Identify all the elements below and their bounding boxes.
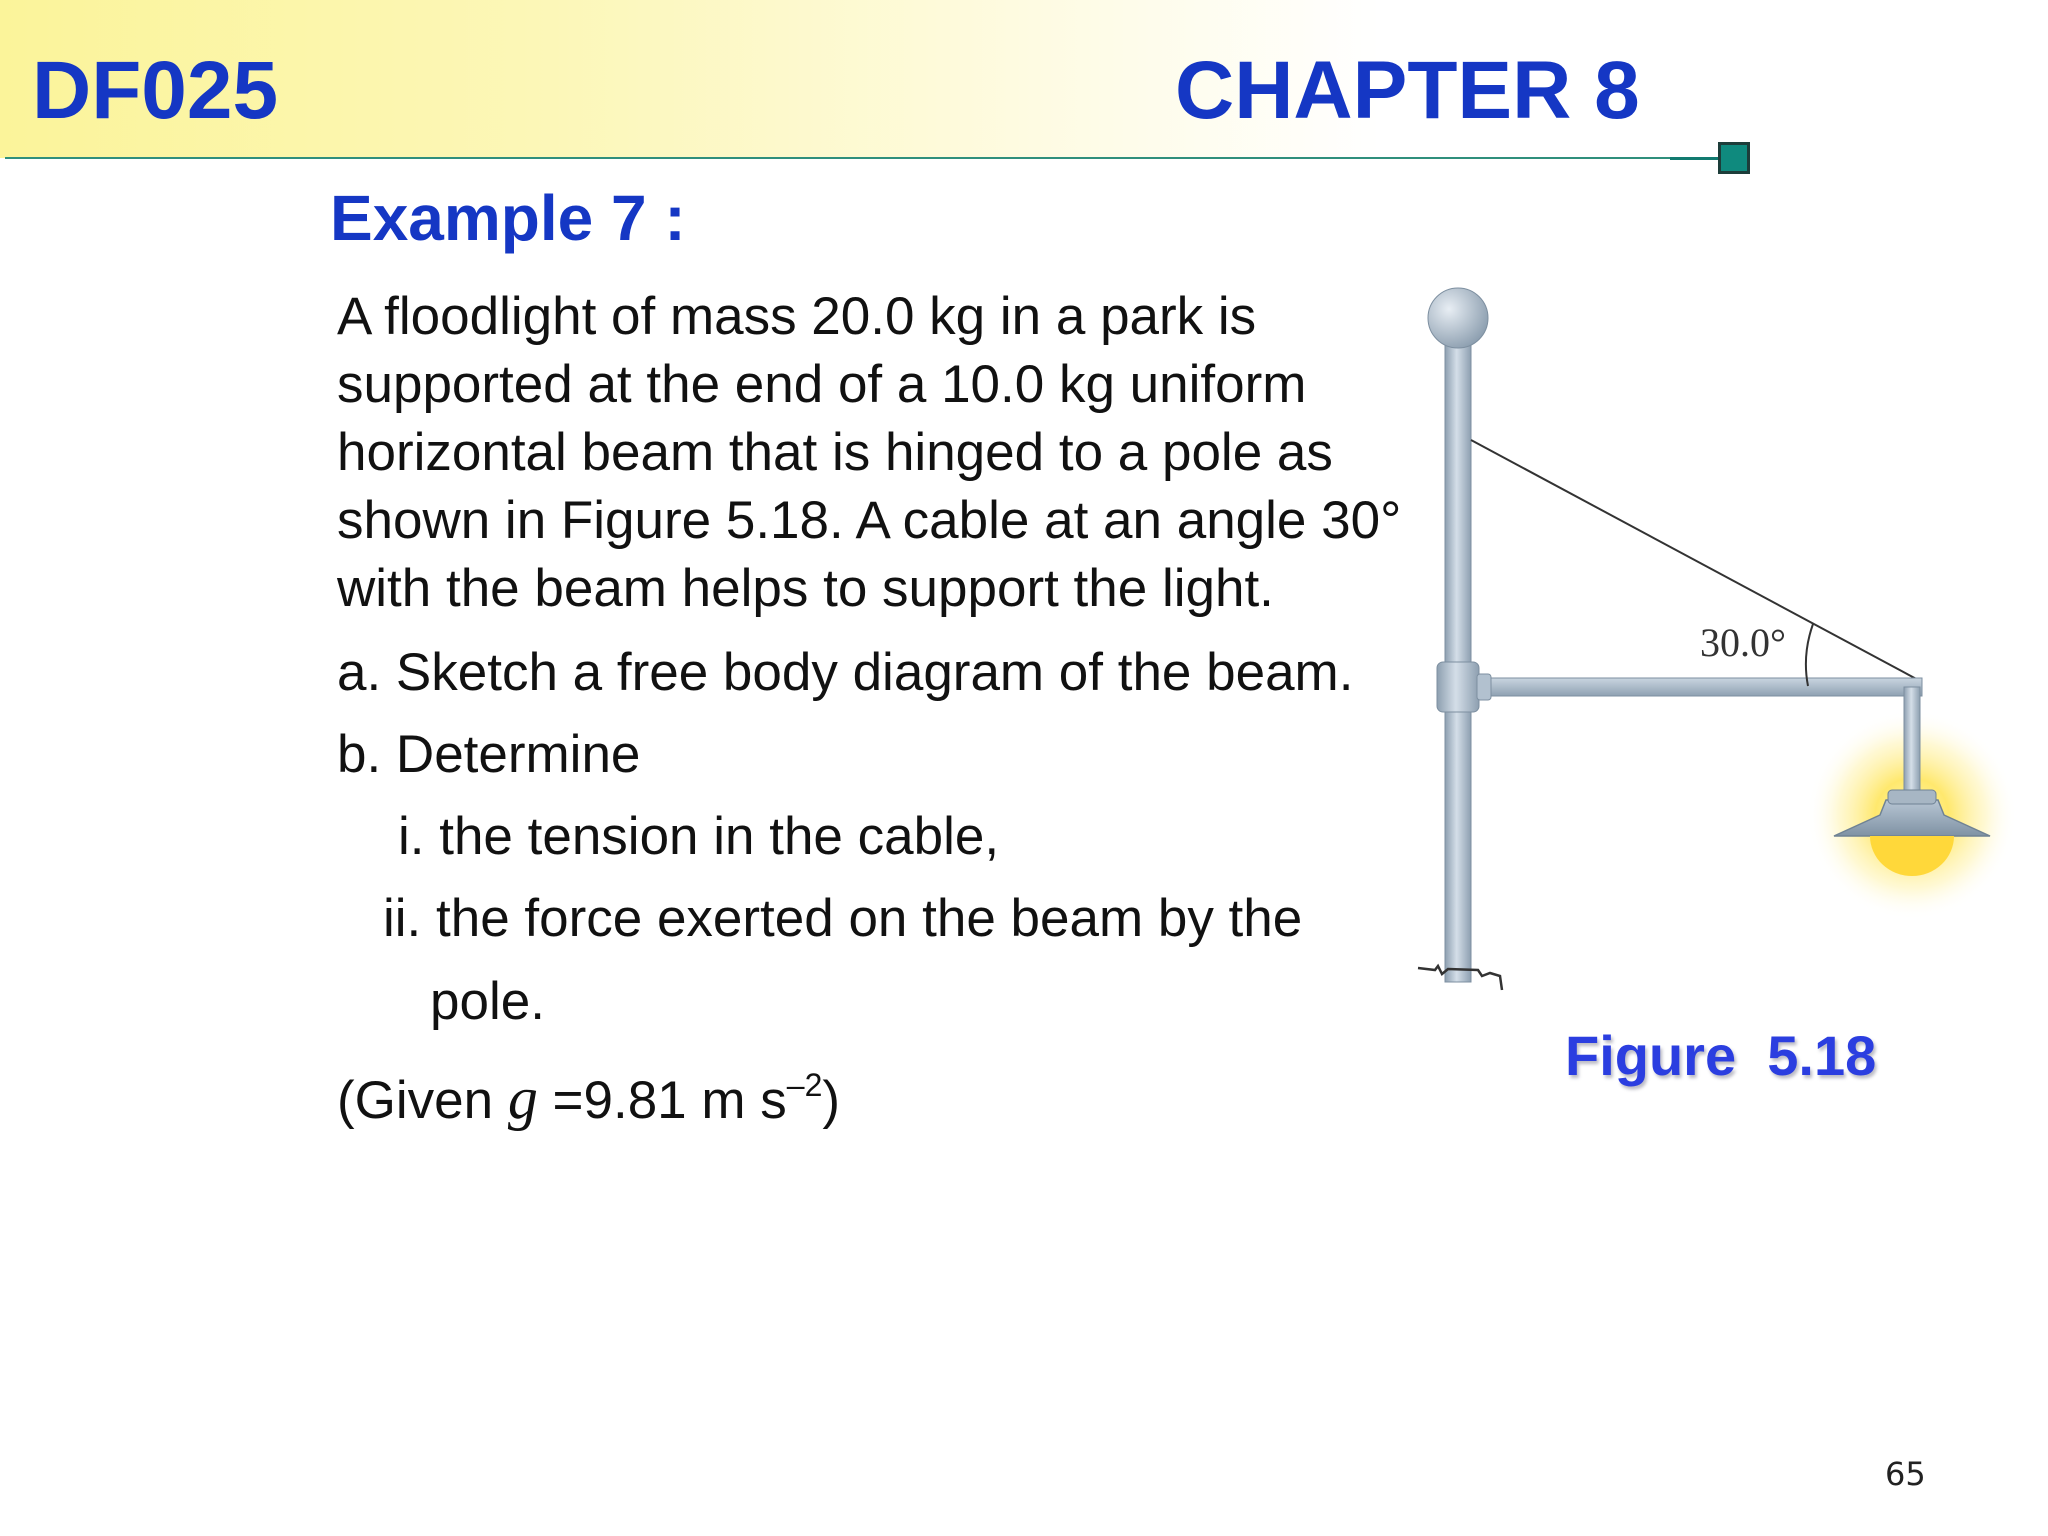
pole bbox=[1445, 320, 1471, 982]
header-divider-tail bbox=[1670, 157, 1720, 160]
pole-finial bbox=[1428, 288, 1488, 348]
header-square-icon bbox=[1718, 142, 1750, 174]
page-number: 65 bbox=[1885, 1455, 1926, 1493]
question-part-b-i: i. the tension in the cable, bbox=[398, 807, 1000, 866]
figure-caption: Figure 5.18 bbox=[1565, 1024, 1877, 1087]
angle-arc bbox=[1806, 624, 1813, 686]
given-suffix: ) bbox=[822, 1071, 841, 1130]
angle-label: 30.0° bbox=[1700, 620, 1786, 665]
given-prefix: (Given bbox=[337, 1071, 508, 1130]
question-part-a: a. Sketch a free body diagram of the beam. bbox=[337, 643, 1354, 702]
gravity-symbol: g bbox=[507, 1065, 538, 1131]
given-gravity bbox=[337, 1065, 841, 1131]
question-part-b: b. Determine bbox=[337, 725, 641, 784]
question-part-b-ii: ii. the force exerted on the beam by the bbox=[383, 889, 1303, 948]
hinge-pin bbox=[1477, 674, 1491, 700]
hinge-bracket bbox=[1437, 662, 1479, 712]
lamp-cap bbox=[1888, 790, 1936, 804]
chapter-title: CHAPTER 8 bbox=[1175, 45, 1640, 136]
problem-statement: A floodlight of mass 20.0 kg in a park is supported at the end of a 10.0 kg uniform horizontal beam that is hinged to a pole as shown in Figure 5.18. A cable at an angle 30° with the beam helps to support the light. bbox=[337, 287, 1402, 618]
given-value: =9.81 m s bbox=[537, 1071, 787, 1130]
given-exponent: –2 bbox=[786, 1067, 823, 1103]
floodlight-figure bbox=[1400, 270, 2020, 1030]
floodlight-diagram bbox=[1400, 270, 2020, 1030]
lamp-rod bbox=[1904, 687, 1920, 797]
support-cable bbox=[1471, 440, 1922, 682]
header-divider bbox=[5, 157, 1670, 159]
course-code: DF025 bbox=[32, 45, 279, 136]
question-part-b-ii-continued: pole. bbox=[430, 972, 545, 1031]
horizontal-beam bbox=[1470, 678, 1922, 696]
example-title: Example 7 : bbox=[330, 182, 686, 254]
